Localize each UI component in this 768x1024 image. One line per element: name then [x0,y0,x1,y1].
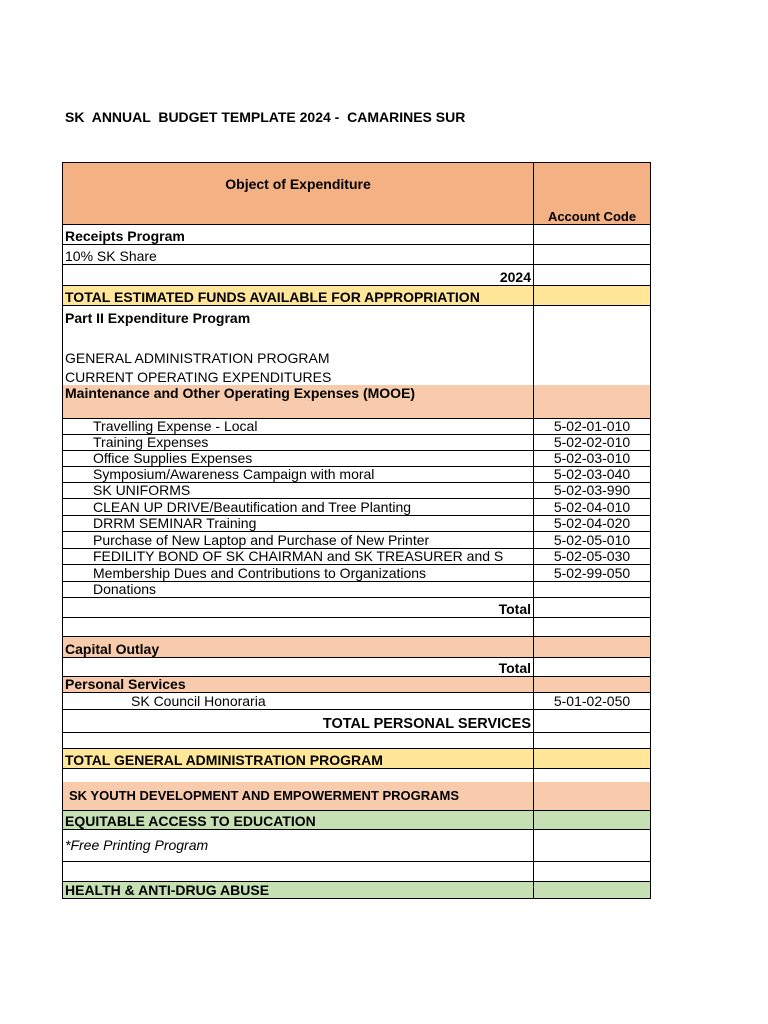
document-title: SK ANNUAL BUDGET TEMPLATE 2024 - CAMARINES SUR [65,109,466,125]
receipts-program-label: Receipts Program [63,225,534,245]
mooe-item-name: CLEAN UP DRIVE/Beautification and Tree Planting [63,499,534,516]
personal-services-label: Personal Services [63,677,534,693]
mooe-header-row [63,385,651,419]
receipts-program-row [63,225,651,245]
honoraria-code: 5-01-02-050 [534,693,651,710]
mooe-item-code: 5-02-99-050 [534,565,651,582]
total-gen-admin-label: TOTAL GENERAL ADMINISTRATION PROGRAM [63,749,534,769]
mooe-item-row [63,467,651,483]
sk-share-label: 10% SK Share [63,245,534,265]
year-row [63,265,651,286]
mooe-total-label: Total [63,598,534,618]
spacer-row [63,326,651,346]
mooe-item-row [63,499,651,516]
personal-total-row [63,710,651,733]
current-opex-row [63,366,651,385]
mooe-item-row [63,532,651,549]
gen-admin-label: GENERAL ADMINISTRATION PROGRAM [63,346,534,366]
mooe-item-name: Purchase of New Laptop and Purchase of New Printer [63,532,534,549]
mooe-item-row [63,483,651,499]
mooe-item-code [534,582,651,598]
personal-total-label: TOTAL PERSONAL SERVICES [63,710,534,733]
mooe-item-row [63,516,651,532]
free-printing-label: *Free Printing Program [63,830,534,862]
health-label: HEALTH & ANTI-DRUG ABUSE [63,882,534,899]
spacer-row [63,769,651,782]
honoraria-row [63,693,651,710]
mooe-item-code: 5-02-01-010 [534,419,651,435]
mooe-item-code: 5-02-03-990 [534,483,651,499]
capital-total-label: Total [63,658,534,677]
mooe-label: Maintenance and Other Operating Expenses (MOOE) [63,385,534,419]
spacer-row [63,862,651,882]
mooe-item-name: Membership Dues and Contributions to Organizations [63,565,534,582]
mooe-item-row [63,435,651,451]
mooe-item-code: 5-02-03-010 [534,451,651,467]
mooe-item-name: Travelling Expense - Local [63,419,534,435]
gen-admin-row [63,346,651,366]
spacer-row [63,618,651,637]
account-code-header: Account Code [534,163,651,225]
mooe-item-name: Symposium/Awareness Campaign with moral [63,467,534,483]
free-printing-row [63,830,651,862]
mooe-item-name: SK UNIFORMS [63,483,534,499]
object-of-expenditure-header: Object of Expenditure [63,163,534,225]
mooe-item-code: 5-02-04-020 [534,516,651,532]
honoraria-label: SK Council Honoraria [63,693,534,710]
year-label: 2024 [63,265,534,286]
total-gen-admin-row [63,749,651,769]
education-row [63,811,651,830]
current-opex-label: CURRENT OPERATING EXPENDITURES [63,366,534,385]
youth-programs-row [63,782,651,811]
spacer-row [63,733,651,749]
mooe-item-row [63,549,651,565]
mooe-item-row [63,419,651,435]
mooe-item-row [63,582,651,598]
mooe-item-name: DRRM SEMINAR Training [63,516,534,532]
total-funds-label: TOTAL ESTIMATED FUNDS AVAILABLE FOR APPROPRIATION [63,286,534,306]
sk-share-row [63,245,651,265]
mooe-item-code: 5-02-05-010 [534,532,651,549]
mooe-item-name: Office Supplies Expenses [63,451,534,467]
mooe-item-name: Training Expenses [63,435,534,451]
mooe-item-row [63,451,651,467]
mooe-item-row [63,565,651,582]
part2-row [63,306,651,326]
mooe-item-code: 5-02-04-010 [534,499,651,516]
mooe-item-code: 5-02-05-030 [534,549,651,565]
mooe-item-code: 5-02-03-040 [534,467,651,483]
total-funds-row [63,286,651,306]
education-label: EQUITABLE ACCESS TO EDUCATION [63,811,534,830]
header-row [63,163,651,225]
capital-outlay-label: Capital Outlay [63,637,534,658]
capital-outlay-row [63,637,651,658]
mooe-total-row [63,598,651,618]
personal-services-row [63,677,651,693]
mooe-item-code: 5-02-02-010 [534,435,651,451]
youth-programs-label: SK YOUTH DEVELOPMENT AND EMPOWERMENT PROGRAMS [63,782,534,811]
capital-total-row [63,658,651,677]
mooe-item-name: Donations [63,582,534,598]
mooe-item-name: FEDILITY BOND OF SK CHAIRMAN and SK TREASURER and S [63,549,534,565]
part2-label: Part II Expenditure Program [63,306,534,326]
health-row [63,882,651,899]
budget-table [62,162,651,899]
